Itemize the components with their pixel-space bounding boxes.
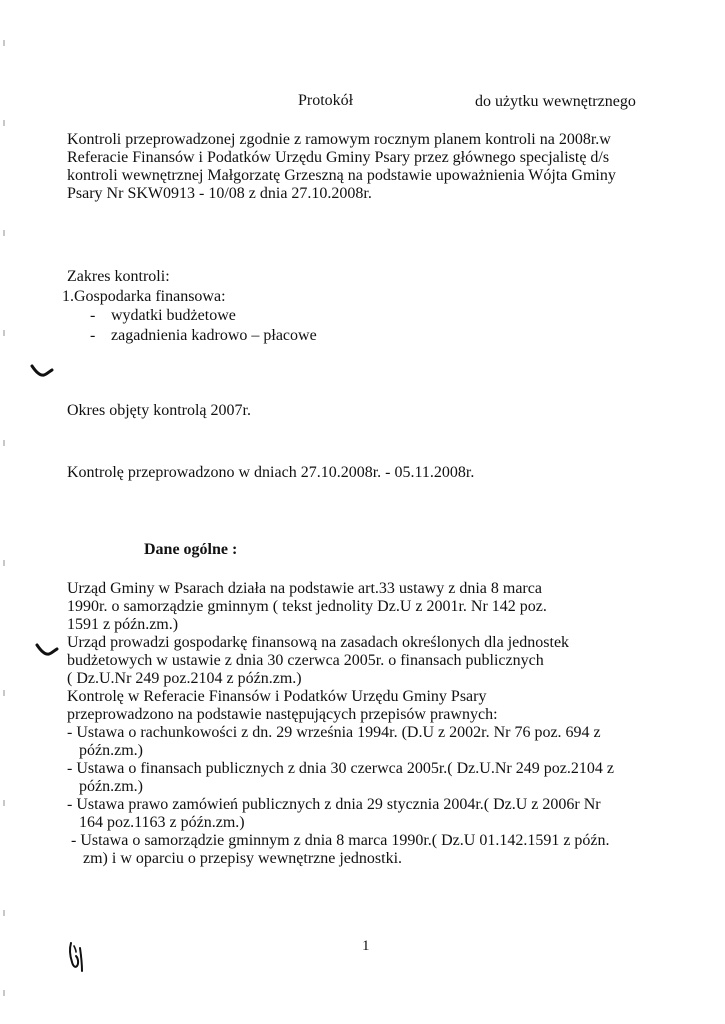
general-line: przeprowadzono na podstawie następujących przepisów prawnych: bbox=[67, 706, 498, 723]
general-data-body bbox=[67, 580, 614, 868]
general-line: Urząd prowadzi gospodarkę finansową na zasadach określonych dla jednostek bbox=[67, 634, 570, 651]
general-line: - Ustawa prawo zamówień publicznych z dnia 29 stycznia 2004r.( Dz.U z 2006r Nr bbox=[67, 796, 601, 813]
internal-use-note: do użytku wewnętrznego bbox=[475, 93, 636, 110]
general-line: 164 poz.1163 z późn.zm.) bbox=[67, 814, 245, 831]
scope-subitem: wydatki budżetowe bbox=[111, 307, 236, 324]
general-line: Kontrolę w Referacie Finansów i Podatków Urzędu Gminy Psary bbox=[67, 688, 487, 705]
scope-heading: Zakres kontroli: bbox=[67, 268, 170, 285]
general-line: - Ustawa o finansach publicznych z dnia 30 czerwca 2005r.( Dz.U.Nr 249 poz.2104 z bbox=[67, 760, 614, 777]
general-data-heading: Dane ogólne : bbox=[144, 541, 238, 558]
intro-line: Psary Nr SKW0913 - 10/08 z dnia 27.10.2008r. bbox=[67, 185, 372, 202]
intro-line: kontroli wewnętrznej Małgorzatę Grzeszną na podstawie upoważnienia Wójta Gminy bbox=[67, 167, 616, 184]
scope-subitem-dash: - bbox=[90, 307, 96, 324]
handwritten-tick-mark bbox=[30, 362, 54, 380]
handwritten-initials-icon bbox=[66, 940, 86, 974]
document-title: Protokół bbox=[298, 92, 354, 109]
general-line: budżetowych w ustawie z dnia 30 czerwca 2005r. o finansach publicznych bbox=[67, 652, 544, 669]
scope-subitem-dash: - bbox=[90, 327, 96, 344]
general-line: ( Dz.U.Nr 249 poz.2104 z późn.zm.) bbox=[67, 670, 302, 687]
intro-line: Kontroli przeprowadzonej zgodnie z ramowym rocznym planem kontroli na 2008r.w bbox=[67, 131, 611, 148]
general-line: - Ustawa o rachunkowości z dn. 29 września 1994r. (D.U z 2002r. Nr 76 poz. 694 z bbox=[67, 724, 601, 741]
general-line: 1990r. o samorządzie gminnym ( tekst jednolity Dz.U z 2001r. Nr 142 poz. bbox=[67, 598, 547, 615]
control-dates: Kontrolę przeprowadzono w dniach 27.10.2008r. - 05.11.2008r. bbox=[67, 464, 475, 481]
general-line: późn.zm.) bbox=[67, 742, 143, 759]
general-line: Urząd Gminy w Psarach działa na podstawie art.33 ustawy z dnia 8 marca bbox=[67, 580, 542, 597]
general-line: - Ustawa o samorządzie gminnym z dnia 8 marca 1990r.( Dz.U 01.142.1591 z późn. bbox=[67, 832, 610, 849]
scope-subitem: zagadnienia kadrowo – płacowe bbox=[111, 327, 317, 344]
general-line: 1591 z późn.zm.) bbox=[67, 616, 179, 633]
intro-paragraph bbox=[67, 131, 616, 203]
general-line: późn.zm.) bbox=[67, 778, 143, 795]
general-line: zm) i w oparciu o przepisy wewnętrzne jednostki. bbox=[67, 850, 403, 867]
intro-line: Referacie Finansów i Podatków Urzędu Gminy Psary przez głównego specjalistę d/s bbox=[67, 149, 610, 166]
scope-item: 1.Gospodarka finansowa: bbox=[62, 288, 226, 305]
control-period: Okres objęty kontrolą 2007r. bbox=[67, 402, 251, 419]
page-number: 1 bbox=[362, 938, 370, 954]
handwritten-tick-mark bbox=[35, 641, 59, 659]
